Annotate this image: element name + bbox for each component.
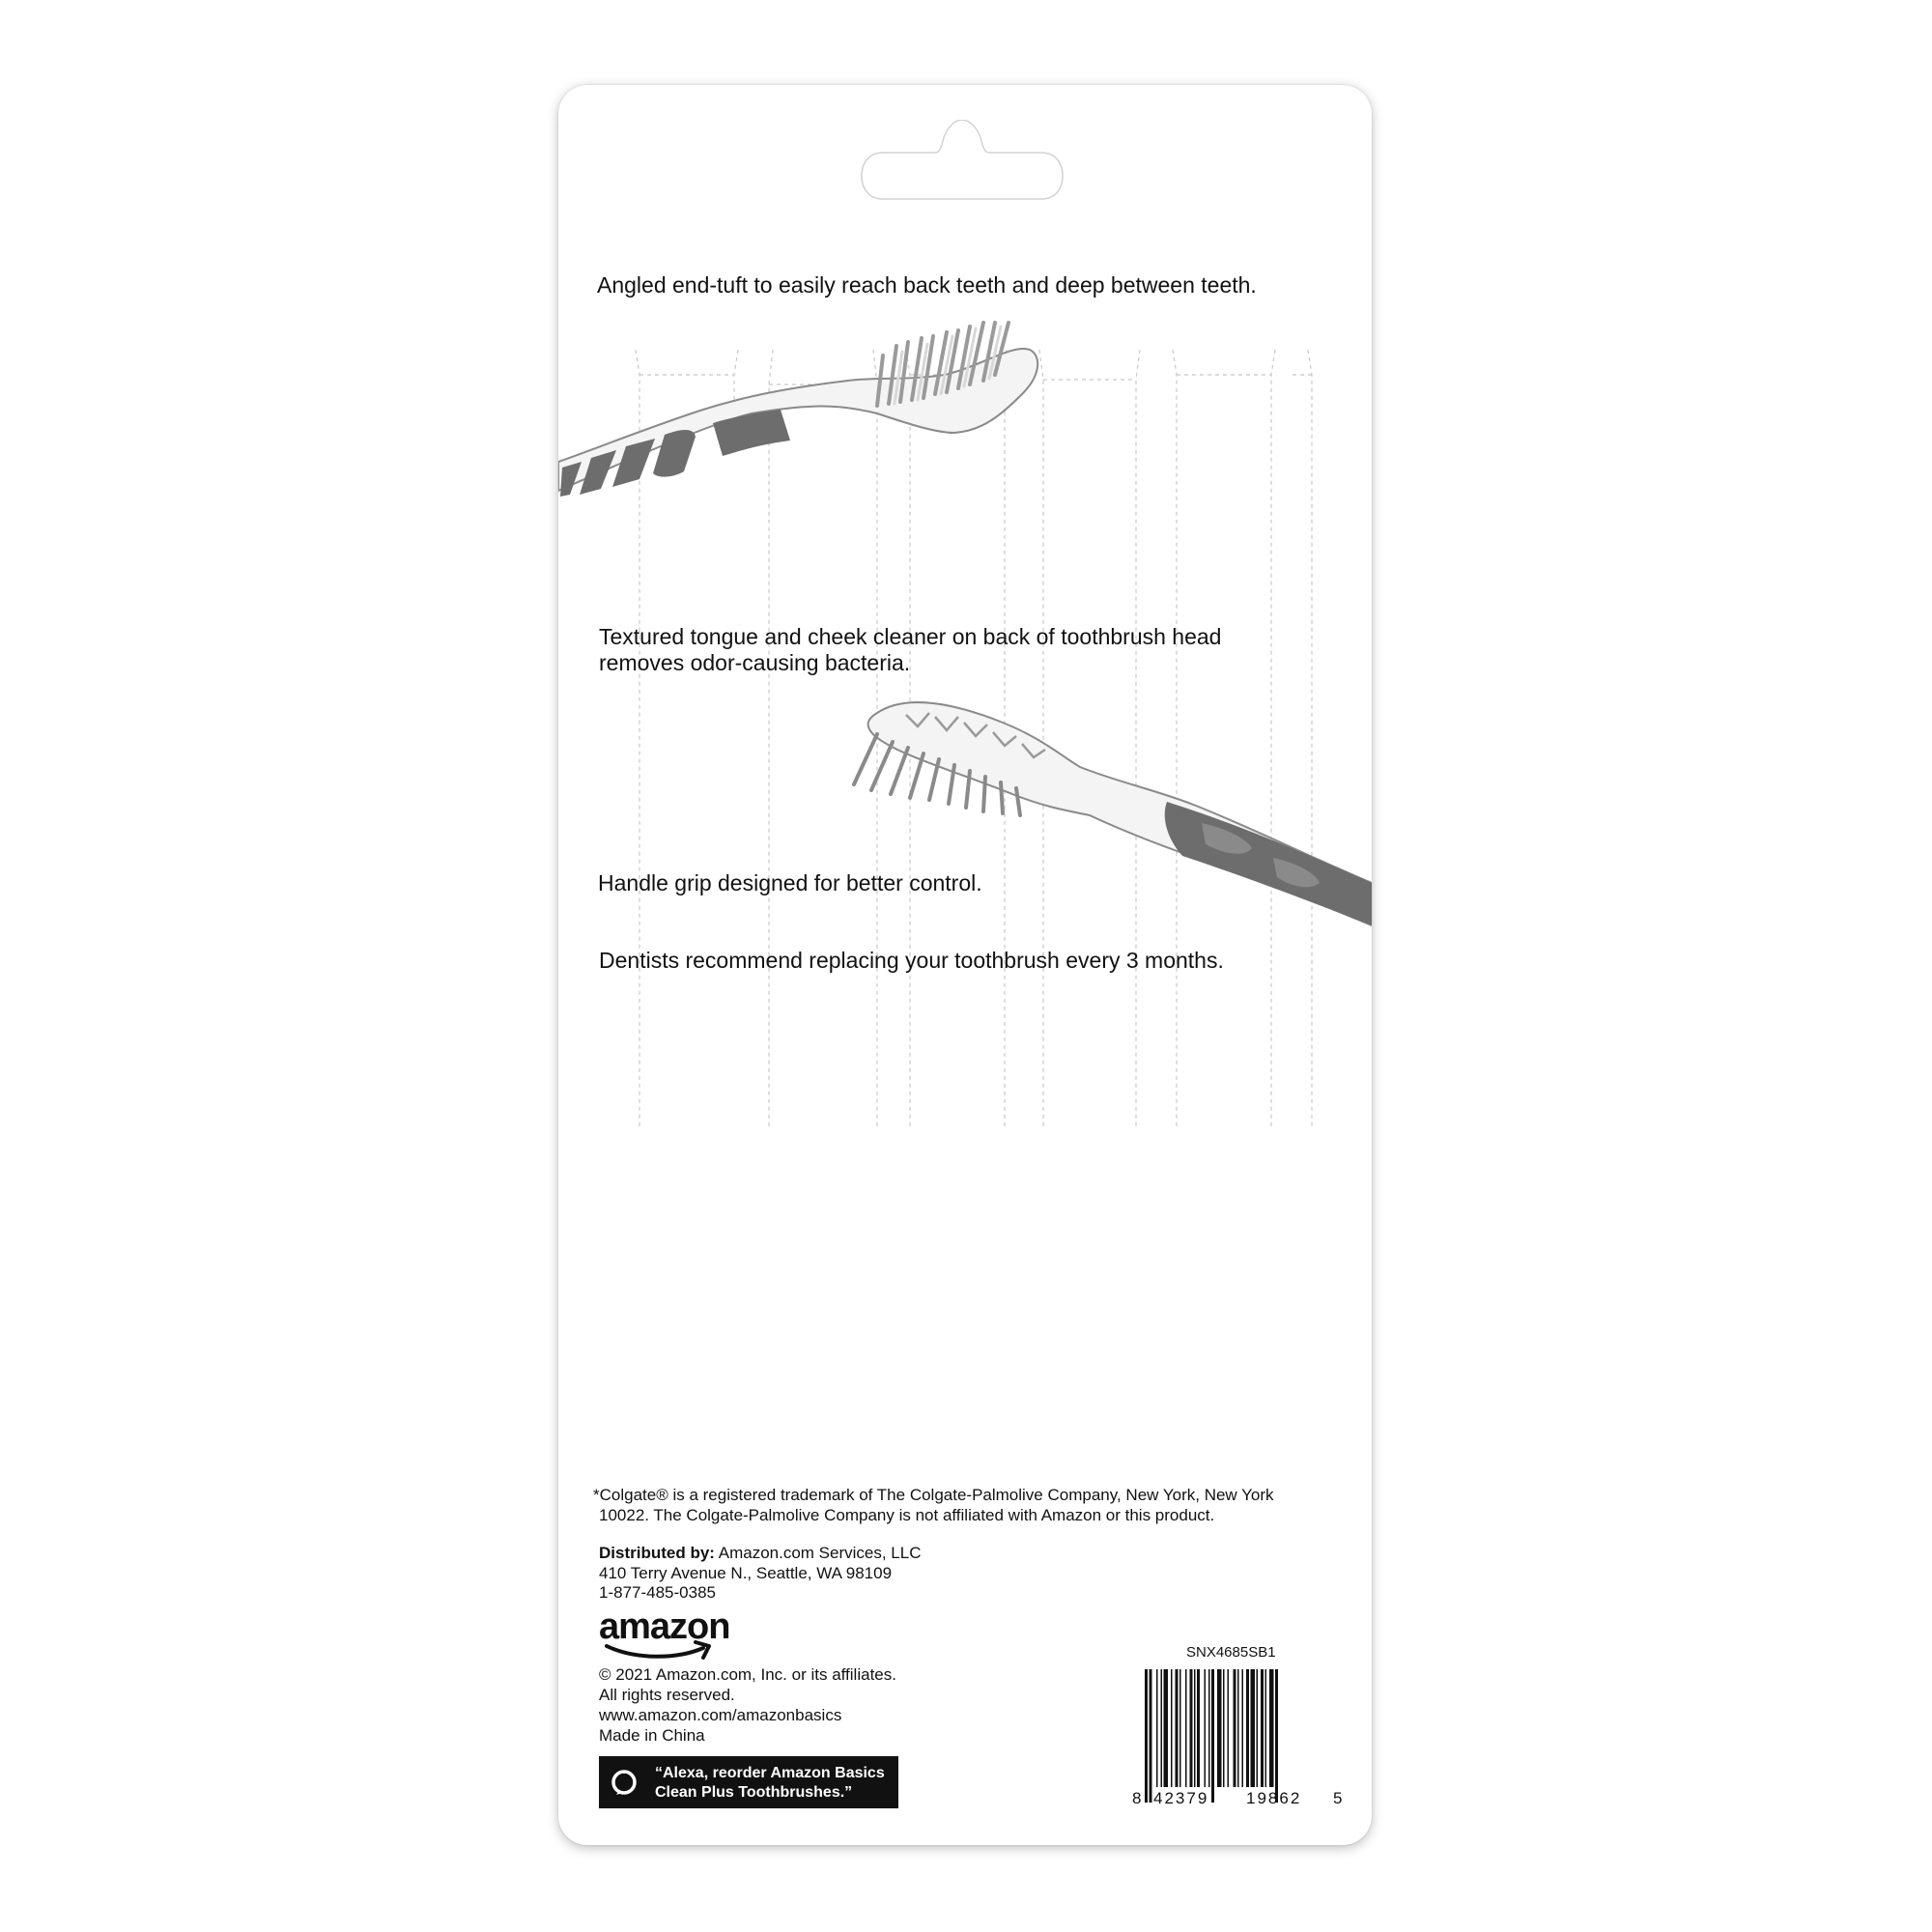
barcode-bar [1205,1669,1207,1787]
barcode-bar [1161,1669,1163,1787]
origin-line: Made in China [599,1726,705,1745]
barcode-bar [1156,1669,1158,1787]
amazon-logo-text: amazon [599,1606,730,1647]
barcode-bar [1265,1669,1267,1787]
toothbrush-front-illustration [558,317,1061,568]
barcode-bar [1176,1669,1179,1787]
barcode-bar [1269,1669,1274,1787]
amazon-smile-icon [603,1640,719,1663]
barcode-bar [1234,1669,1236,1787]
distributor-label: Distributed by: [599,1544,715,1562]
alexa-text-line2: Clean Plus Toothbrushes.” [655,1784,853,1801]
package-back-card [558,85,1372,1845]
barcode-bar [1179,1669,1181,1787]
distributor-line [599,1544,921,1563]
barcode-digit-first: 8 [1132,1789,1142,1807]
website-line: www.amazon.com/amazonbasics [599,1706,842,1724]
alexa-reorder-badge [599,1756,898,1808]
rights-line: All rights reserved. [599,1686,735,1704]
alexa-icon [611,1769,638,1796]
feature-replace-advice: Dentists recommend replacing your toothbrush every 3 months. [599,948,1224,973]
barcode-digit-last: 5 [1333,1789,1343,1807]
barcode-bar [1211,1669,1214,1803]
barcode-bar [1150,1669,1152,1803]
copyright-line: © 2021 Amazon.com, Inc. or its affiliates. [599,1665,896,1684]
distributor-address: 410 Terry Avenue N., Seattle, WA 98109 [599,1564,893,1582]
barcode-bar [1194,1669,1196,1787]
feature-handle-grip: Handle grip designed for better control. [598,870,982,895]
barcode-bar [1190,1669,1193,1787]
barcode-bar [1242,1669,1244,1787]
barcode-bar [1246,1669,1249,1787]
barcode-digits-left: 42379 [1153,1789,1209,1807]
trademark-line2: 10022. The Colgate-Palmolive Company is not affiliated with Amazon or this product. [599,1506,1215,1524]
sku-code: SNX4685SB1 [1186,1644,1276,1661]
barcode-bar [1171,1669,1173,1787]
feature-end-tuft: Angled end-tuft to easily reach back teeth and deep between teeth. [597,272,1257,298]
barcode-bar [1261,1669,1264,1787]
barcode-bar [1228,1669,1230,1787]
barcode-bar [1257,1669,1259,1787]
barcode-bar [1251,1669,1256,1787]
feature-tongue-cleaner-line2: removes odor-causing bacteria. [599,650,911,675]
distributor-phone: 1-877-485-0385 [599,1583,716,1602]
barcode-digits-right: 19862 [1246,1789,1302,1807]
amazon-logo [599,1607,744,1662]
barcode-bar [1145,1669,1148,1803]
barcode-bar [1197,1669,1200,1787]
barcode-bar [1164,1669,1169,1787]
barcode-bar [1185,1669,1187,1787]
distributor-name: Amazon.com Services, LLC [714,1544,922,1562]
barcode-bar [1223,1669,1225,1787]
alexa-text-line1: “Alexa, reorder Amazon Basics [655,1765,885,1781]
barcode [1141,1669,1351,1806]
barcode-bar [1237,1669,1239,1787]
barcode-bar [1275,1669,1278,1803]
barcode-bar [1208,1669,1210,1787]
trademark-line1: *Colgate® is a registered trademark of The Colgate-Palmolive Company, New York, New York [593,1486,1274,1504]
barcode-bar [1217,1669,1222,1787]
feature-tongue-cleaner-line1: Textured tongue and cheek cleaner on back of toothbrush head [599,624,1222,649]
